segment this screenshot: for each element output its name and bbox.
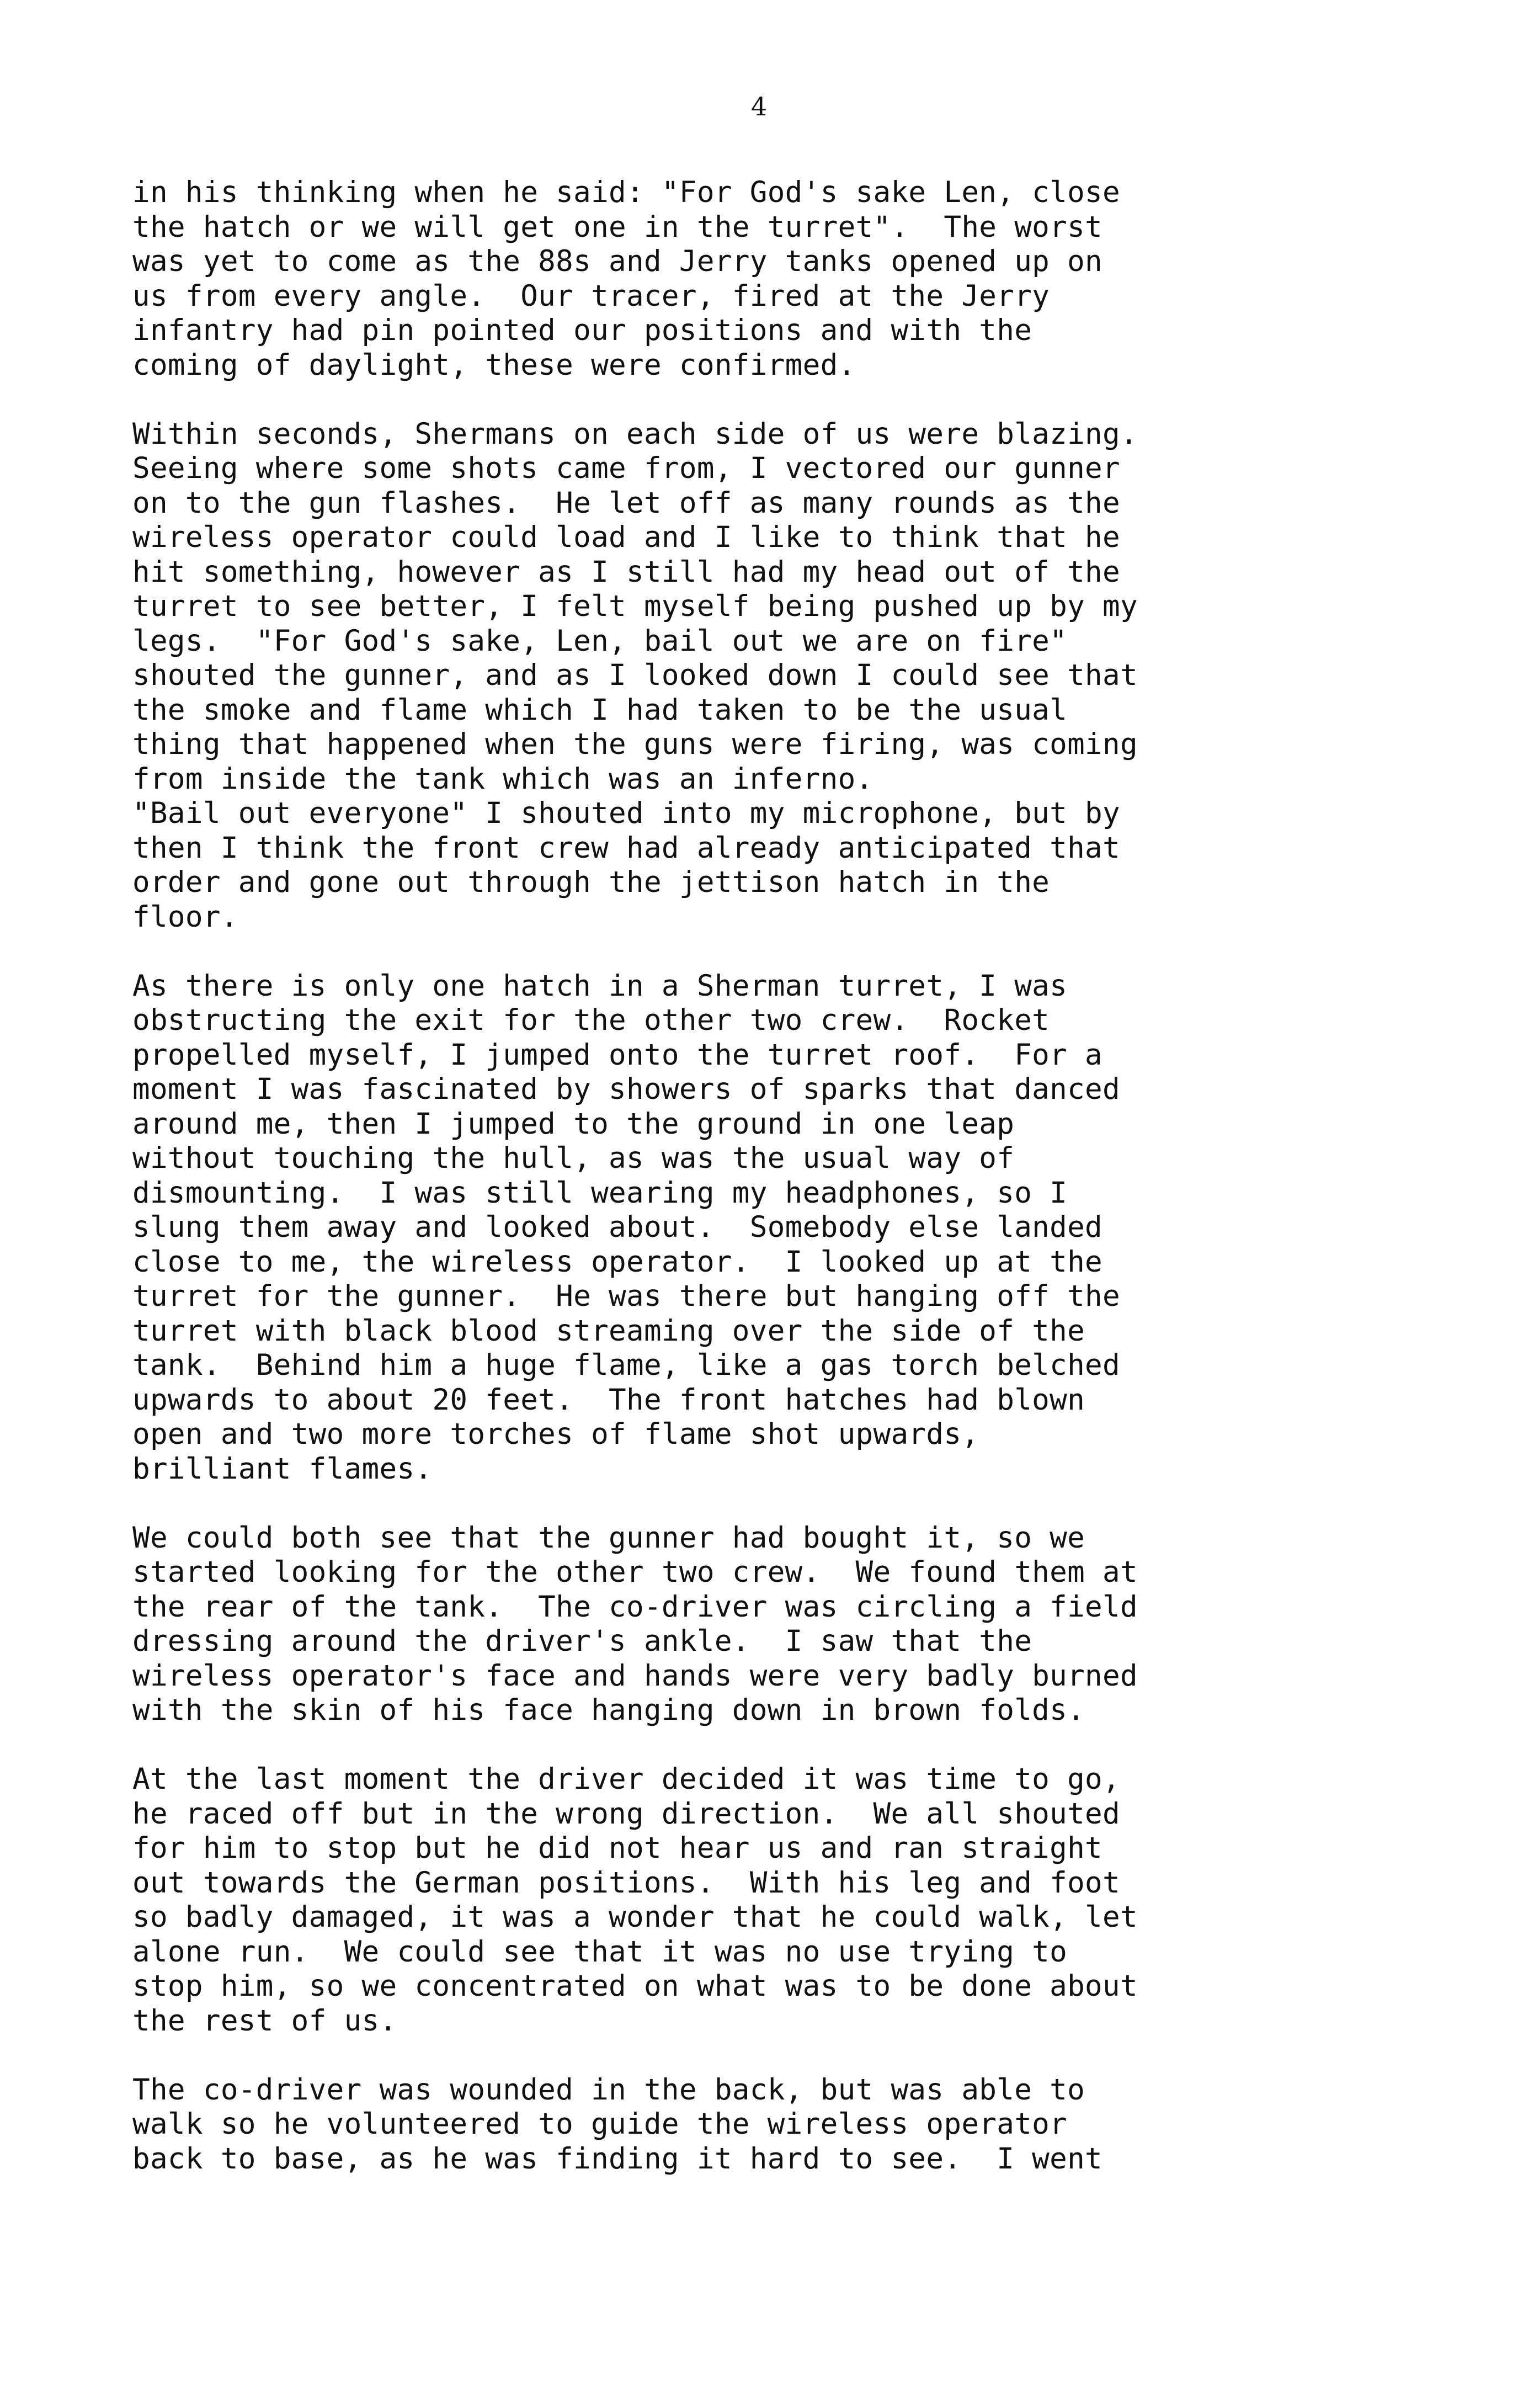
text-line: around me, then I jumped to the ground in one leap bbox=[132, 1107, 1015, 1141]
paragraph-1 bbox=[132, 176, 1429, 382]
text-line: stop him, so we concentrated on what was to be done about bbox=[132, 1969, 1138, 2003]
text-line: for him to stop but he did not hear us and ran straight bbox=[132, 1831, 1103, 1865]
text-line: was yet to come as the 88s and Jerry tanks opened up on bbox=[132, 244, 1103, 278]
text-line: turret for the gunner. He was there but hanging off the bbox=[132, 1279, 1120, 1313]
text-line: open and two more torches of flame shot upwards, bbox=[132, 1417, 979, 1451]
text-line: the hatch or we will get one in the turret". The worst bbox=[132, 210, 1103, 244]
text-line: "Bail out everyone" I shouted into my microphone, but by bbox=[132, 796, 1120, 830]
text-line: As there is only one hatch in a Sherman turret, I was bbox=[132, 969, 1068, 1003]
text-line: order and gone out through the jettison hatch in the bbox=[132, 865, 1050, 899]
text-line: on to the gun flashes. He let off as many rounds as the bbox=[132, 486, 1120, 520]
paragraph-6 bbox=[132, 1762, 1429, 2038]
text-line: Seeing where some shots came from, I vectored our gunner bbox=[132, 451, 1120, 485]
text-line: from inside the tank which was an inferno. bbox=[132, 762, 873, 796]
text-line: dismounting. I was still wearing my headphones, so I bbox=[132, 1176, 1068, 1210]
text-line: walk so he volunteered to guide the wireless operator bbox=[132, 2107, 1068, 2141]
text-line: We could both see that the gunner had bought it, so we bbox=[132, 1521, 1085, 1555]
paragraph-2 bbox=[132, 417, 1429, 797]
text-line: At the last moment the driver decided it was time to go, bbox=[132, 1762, 1120, 1796]
text-line: in his thinking when he said: "For God's sake Len, close bbox=[132, 176, 1120, 209]
text-line: wireless operator could load and I like to think that he bbox=[132, 520, 1120, 554]
paragraph-5 bbox=[132, 1521, 1429, 1728]
text-line: Within seconds, Shermans on each side of us were blazing. bbox=[132, 417, 1138, 451]
text-line: alone run. We could see that it was no use trying to bbox=[132, 1934, 1068, 1969]
text-line: the rear of the tank. The co-driver was circling a field bbox=[132, 1590, 1138, 1624]
text-line: coming of daylight, these were confirmed. bbox=[132, 348, 856, 382]
text-line: moment I was fascinated by showers of sparks that danced bbox=[132, 1072, 1120, 1106]
text-line: us from every angle. Our tracer, fired at the Jerry bbox=[132, 279, 1050, 313]
text-line: then I think the front crew had already anticipated that bbox=[132, 831, 1120, 865]
text-line: legs. "For God's sake, Len, bail out we are on fire" bbox=[132, 624, 1068, 658]
text-line: started looking for the other two crew. We found them at bbox=[132, 1555, 1138, 1589]
text-line: slung them away and looked about. Somebody else landed bbox=[132, 1210, 1103, 1244]
text-line: The co-driver was wounded in the back, but was able to bbox=[132, 2072, 1085, 2107]
text-line: the rest of us. bbox=[132, 2003, 397, 2038]
text-line: back to base, as he was finding it hard to see. I went bbox=[132, 2141, 1103, 2176]
text-line: hit something, however as I still had my head out of the bbox=[132, 555, 1120, 589]
text-line: close to me, the wireless operator. I looked up at the bbox=[132, 1245, 1103, 1279]
text-line: he raced off but in the wrong direction. We all shouted bbox=[132, 1796, 1120, 1831]
text-line: wireless operator's face and hands were very badly burned bbox=[132, 1659, 1138, 1693]
text-line: propelled myself, I jumped onto the turret roof. For a bbox=[132, 1038, 1103, 1072]
text-line: shouted the gunner, and as I looked down I could see that bbox=[132, 658, 1138, 692]
text-line: the smoke and flame which I had taken to be the usual bbox=[132, 693, 1068, 727]
text-line: brilliant flames. bbox=[132, 1452, 433, 1486]
text-line: infantry had pin pointed our positions and with the bbox=[132, 313, 1032, 347]
text-line: so badly damaged, it was a wonder that he could walk, let bbox=[132, 1900, 1138, 1934]
text-line: out towards the German positions. With his leg and foot bbox=[132, 1865, 1120, 1900]
page-number: 4 bbox=[750, 92, 768, 121]
text-line: turret with black blood streaming over the side of the bbox=[132, 1314, 1085, 1348]
text-line: without touching the hull, as was the usual way of bbox=[132, 1141, 1015, 1175]
paragraph-3 bbox=[132, 796, 1429, 934]
text-line: tank. Behind him a huge flame, like a gas torch belched bbox=[132, 1348, 1120, 1382]
body-text bbox=[132, 176, 1429, 2211]
text-line: upwards to about 20 feet. The front hatches had blown bbox=[132, 1383, 1085, 1417]
text-line: thing that happened when the guns were firing, was coming bbox=[132, 727, 1138, 761]
paragraph-4 bbox=[132, 969, 1429, 1487]
text-line: dressing around the driver's ankle. I saw that the bbox=[132, 1624, 1032, 1658]
text-line: obstructing the exit for the other two crew. Rocket bbox=[132, 1003, 1050, 1037]
text-line: with the skin of his face hanging down in brown folds. bbox=[132, 1693, 1085, 1727]
text-line: turret to see better, I felt myself being pushed up by my bbox=[132, 589, 1138, 623]
paragraph-7 bbox=[132, 2073, 1429, 2177]
text-line: floor. bbox=[132, 900, 238, 934]
